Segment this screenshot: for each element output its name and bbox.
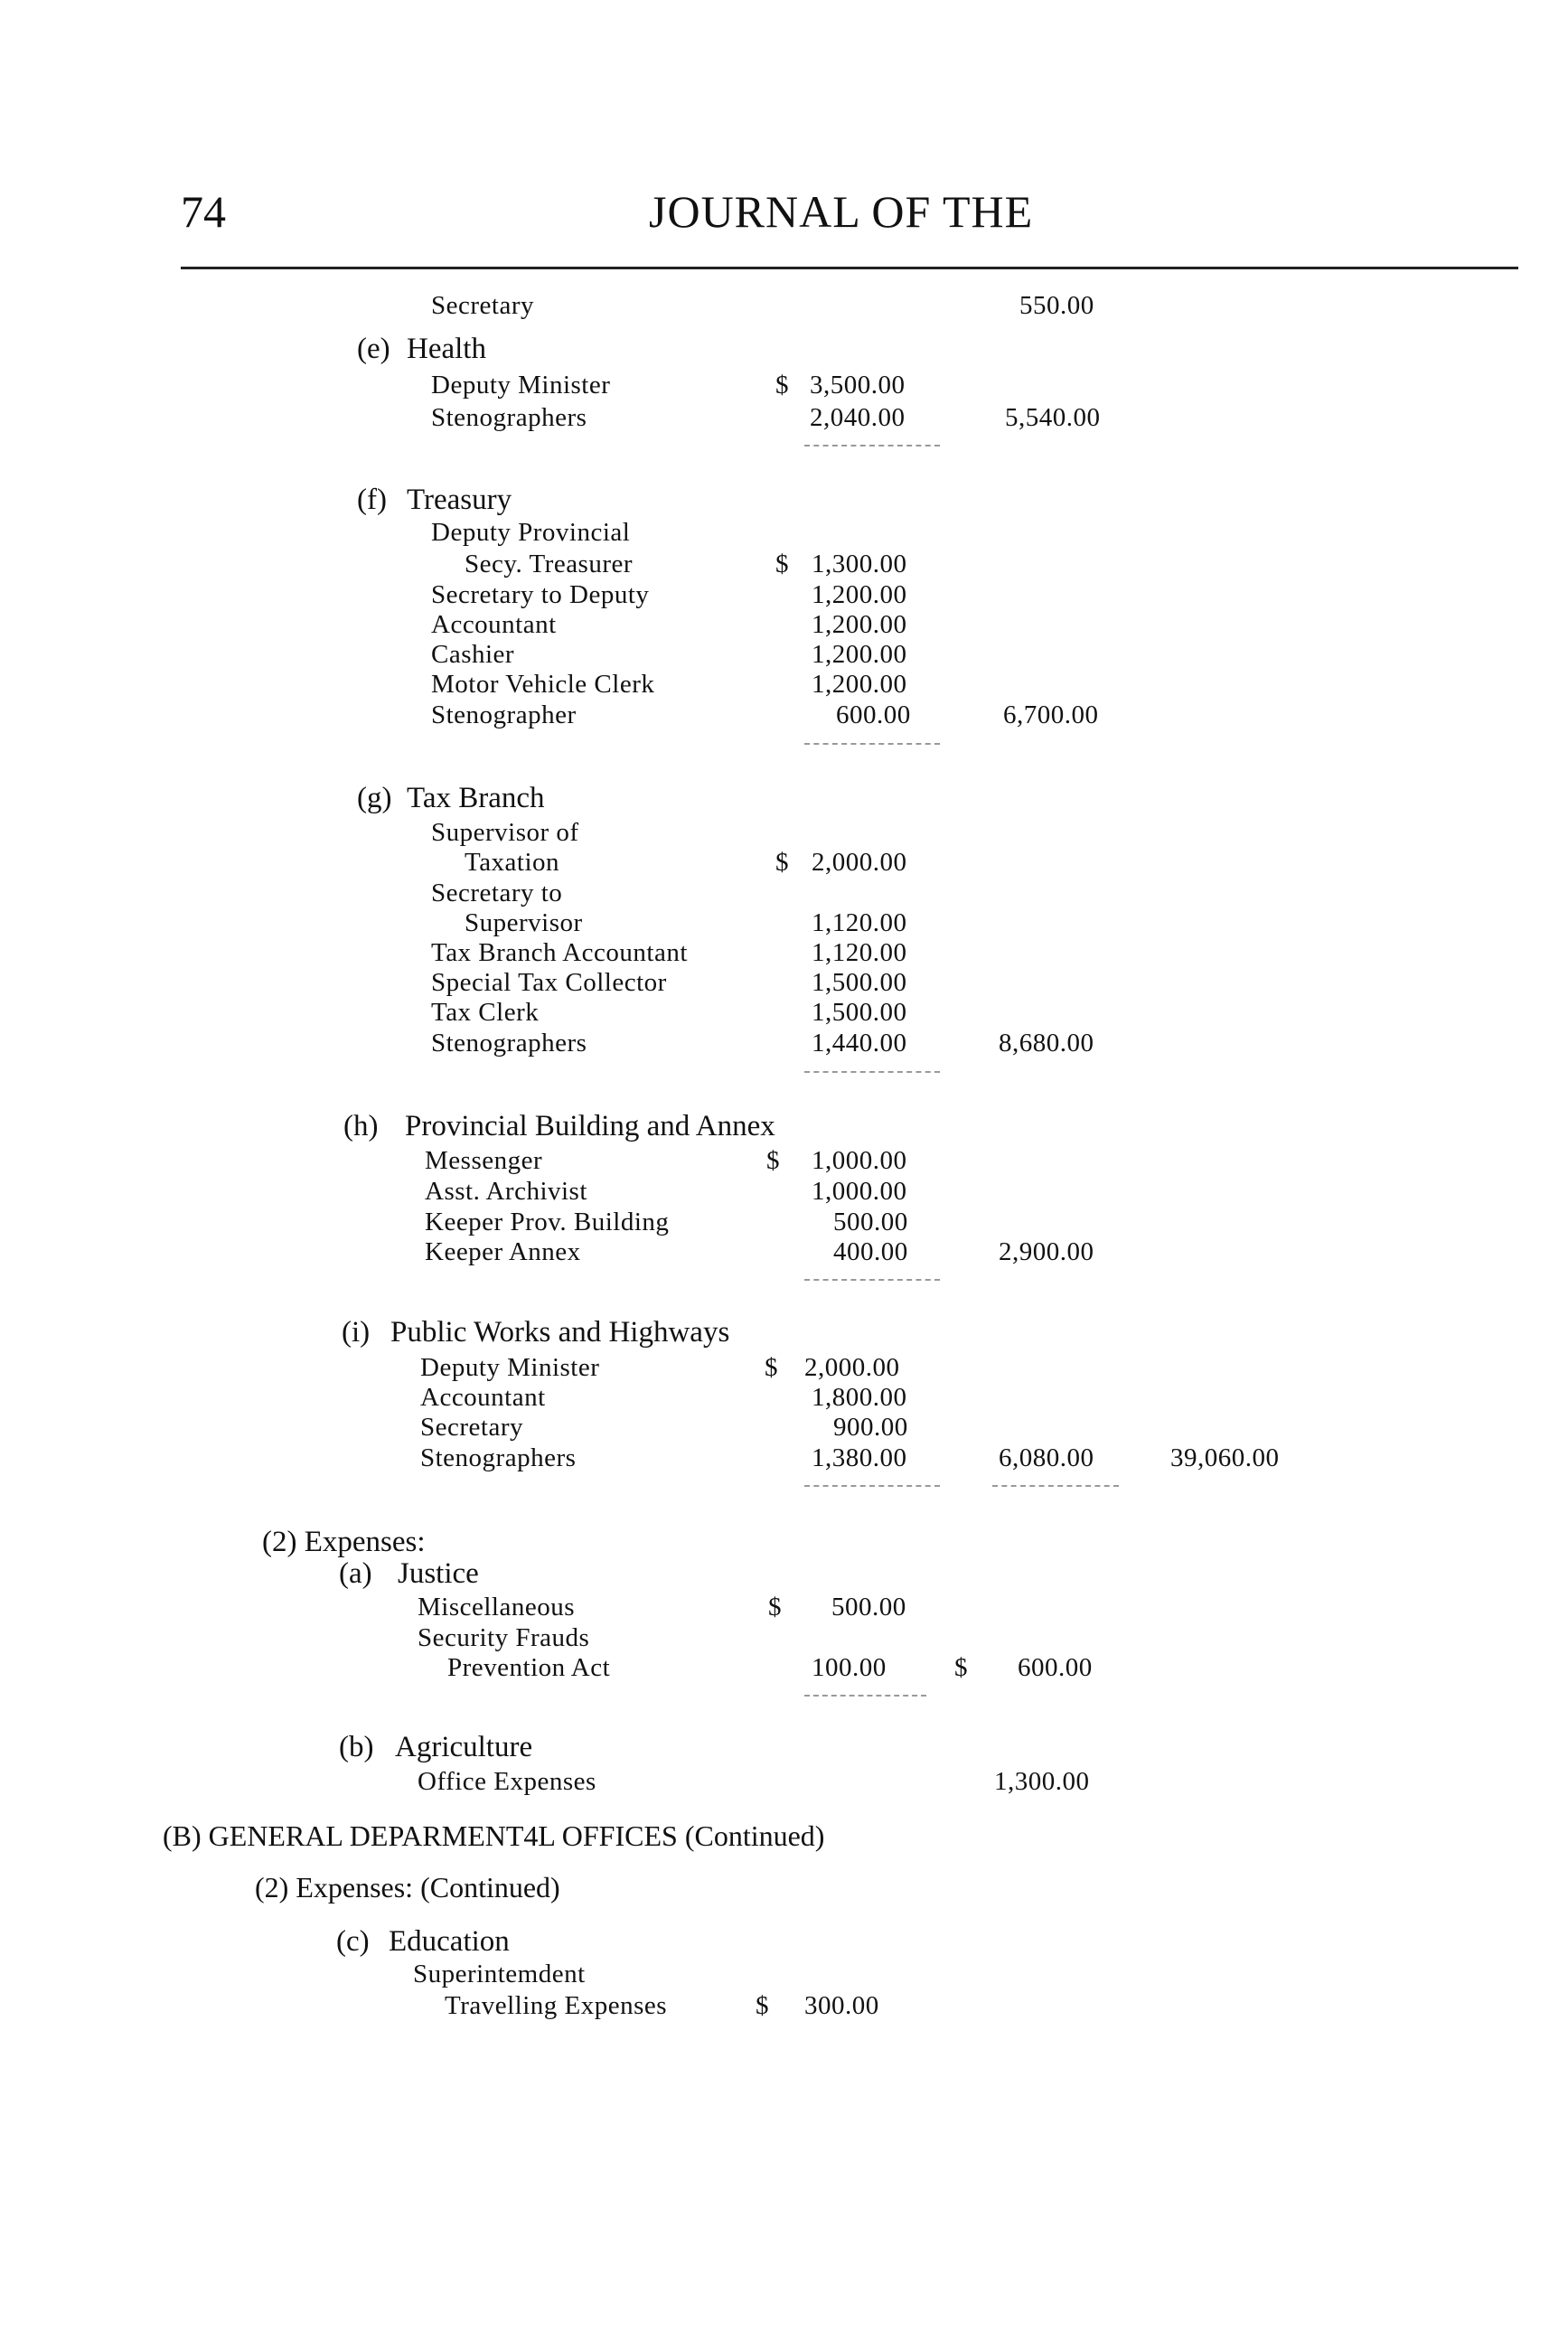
- amt-treasury-total: 6,700.00: [1003, 700, 1099, 729]
- amt-office-expenses: 1,300.00: [994, 1767, 1090, 1796]
- g-tax-branch: Tax Branch: [407, 782, 545, 814]
- header-rule: [181, 267, 1518, 269]
- office-expenses: Office Expenses: [418, 1767, 596, 1796]
- subtotal-rule: [804, 1485, 940, 1487]
- stenographers-pw: Stenographers: [420, 1443, 577, 1472]
- amt-messenger: 1,000.00: [812, 1146, 907, 1175]
- accountant-treasury: Accountant: [431, 610, 557, 639]
- deputy-prov-2: Secy. Treasurer: [465, 550, 634, 578]
- amt-grand-total: 39,060.00: [1170, 1443, 1280, 1472]
- amt-tax-total: 8,680.00: [999, 1029, 1094, 1058]
- security-frauds-2: Prevention Act: [447, 1653, 611, 1682]
- keeper-prov-building: Keeper Prov. Building: [425, 1208, 670, 1236]
- subtotal-rule: [992, 1485, 1119, 1487]
- expenses-2: (2) Expenses:: [262, 1526, 426, 1558]
- dollar-tax: $: [775, 848, 789, 877]
- dollar-health: $: [775, 371, 789, 400]
- b-letter: (b): [339, 1731, 374, 1763]
- f-letter: (f): [357, 484, 387, 516]
- amt-miscellaneous: 500.00: [831, 1593, 906, 1622]
- amt-secy-treasurer: 1,300.00: [812, 550, 907, 578]
- amt-secretary-pw: 900.00: [833, 1413, 908, 1442]
- c-education: Education: [389, 1925, 510, 1958]
- amt-secretary-to-deputy: 1,200.00: [812, 580, 907, 609]
- f-treasury: Treasury: [407, 484, 512, 516]
- amt-motor-vehicle-clerk: 1,200.00: [812, 670, 907, 699]
- tax-branch-accountant: Tax Branch Accountant: [431, 938, 688, 967]
- a-justice: Justice: [398, 1557, 479, 1590]
- amt-health-total: 5,540.00: [1005, 403, 1101, 432]
- secretary-to-1: Secretary to: [431, 879, 563, 907]
- c-letter: (c): [336, 1925, 370, 1958]
- i-public-works: Public Works and Highways: [390, 1316, 730, 1349]
- dollar-justice: $: [768, 1593, 782, 1622]
- stenographers-health: Stenographers: [431, 403, 587, 432]
- e-health: Health: [407, 333, 486, 365]
- g-letter: (g): [357, 782, 392, 814]
- amt-asst-archivist: 1,000.00: [812, 1177, 907, 1206]
- amt-secretary-to-supervisor: 1,120.00: [812, 908, 907, 937]
- security-frauds-1: Security Frauds: [418, 1623, 590, 1652]
- subtotal-rule: [804, 445, 940, 446]
- asst-archivist: Asst. Archivist: [425, 1177, 587, 1206]
- amt-accountant-pw: 1,800.00: [812, 1383, 907, 1412]
- messenger: Messenger: [425, 1146, 543, 1175]
- amt-keeper-prov-building: 500.00: [833, 1208, 908, 1236]
- dollar-building: $: [766, 1146, 780, 1175]
- secretary-to-2: Supervisor: [465, 908, 583, 937]
- page-number: 74: [181, 186, 226, 237]
- amt-secretary-e-total: 550.00: [1019, 291, 1094, 320]
- amt-stenographer-treasury: 600.00: [836, 700, 911, 729]
- subtotal-rule: [804, 1071, 940, 1073]
- amt-special-tax-collector: 1,500.00: [812, 968, 907, 997]
- b-agriculture: Agriculture: [395, 1731, 533, 1763]
- amt-security-frauds: 100.00: [812, 1653, 887, 1682]
- amt-pw-total: 6,080.00: [999, 1443, 1094, 1472]
- i-letter: (i): [342, 1316, 371, 1349]
- e-letter: (e): [357, 333, 390, 365]
- amt-building-total: 2,900.00: [999, 1237, 1094, 1266]
- amt-stenographers-tax: 1,440.00: [812, 1029, 907, 1058]
- amt-tax-branch-accountant: 1,120.00: [812, 938, 907, 967]
- amt-deputy-minister-pw: 2,000.00: [804, 1353, 900, 1382]
- deputy-minister-pw: Deputy Minister: [420, 1353, 600, 1382]
- cashier: Cashier: [431, 640, 515, 669]
- stenographers-tax: Stenographers: [431, 1029, 587, 1058]
- dollar-justice-total: $: [954, 1653, 968, 1682]
- stenographer-treasury: Stenographer: [431, 700, 577, 729]
- section-b-heading: (B) GENERAL DEPARMENT4L OFFICES (Continued): [163, 1819, 825, 1852]
- dollar-education: $: [756, 1991, 769, 2020]
- amt-justice-total: 600.00: [1018, 1653, 1093, 1682]
- amt-cashier: 1,200.00: [812, 640, 907, 669]
- expenses-continued: (2) Expenses: (Continued): [255, 1871, 560, 1904]
- secretary-pw: Secretary: [420, 1413, 523, 1442]
- amt-keeper-annex: 400.00: [833, 1237, 908, 1266]
- amt-taxation: 2,000.00: [812, 848, 907, 877]
- subtotal-rule: [804, 1695, 926, 1697]
- travelling-expenses: Travelling Expenses: [445, 1991, 668, 2020]
- h-letter: (h): [343, 1110, 379, 1142]
- dollar-pw: $: [765, 1353, 778, 1382]
- page-title: JOURNAL OF THE: [649, 186, 1034, 237]
- miscellaneous: Miscellaneous: [418, 1593, 576, 1622]
- subtotal-rule: [804, 743, 940, 745]
- amt-stenographers-health: 2,040.00: [810, 403, 906, 432]
- superintendent: Superintemdent: [413, 1960, 586, 1988]
- accountant-pw: Accountant: [420, 1383, 546, 1412]
- amt-travelling-expenses: 300.00: [804, 1991, 879, 2020]
- supervisor-of-2: Taxation: [465, 848, 560, 877]
- amt-stenographers-pw: 1,380.00: [812, 1443, 907, 1472]
- amt-accountant-treasury: 1,200.00: [812, 610, 907, 639]
- special-tax-collector: Special Tax Collector: [431, 968, 667, 997]
- secretary-e: Secretary: [431, 291, 534, 320]
- supervisor-of-1: Supervisor of: [431, 818, 579, 847]
- tax-clerk: Tax Clerk: [431, 998, 540, 1027]
- deputy-prov-1: Deputy Provincial: [431, 518, 631, 547]
- deputy-minister-health: Deputy Minister: [431, 371, 611, 400]
- amt-tax-clerk: 1,500.00: [812, 998, 907, 1027]
- motor-vehicle-clerk: Motor Vehicle Clerk: [431, 670, 655, 699]
- subtotal-rule: [804, 1279, 940, 1281]
- secretary-to-deputy: Secretary to Deputy: [431, 580, 650, 609]
- dollar-treasury: $: [775, 550, 789, 578]
- h-building: Provincial Building and Annex: [405, 1110, 775, 1142]
- amt-deputy-minister-health: 3,500.00: [810, 371, 906, 400]
- keeper-annex: Keeper Annex: [425, 1237, 581, 1266]
- a-letter: (a): [339, 1557, 372, 1590]
